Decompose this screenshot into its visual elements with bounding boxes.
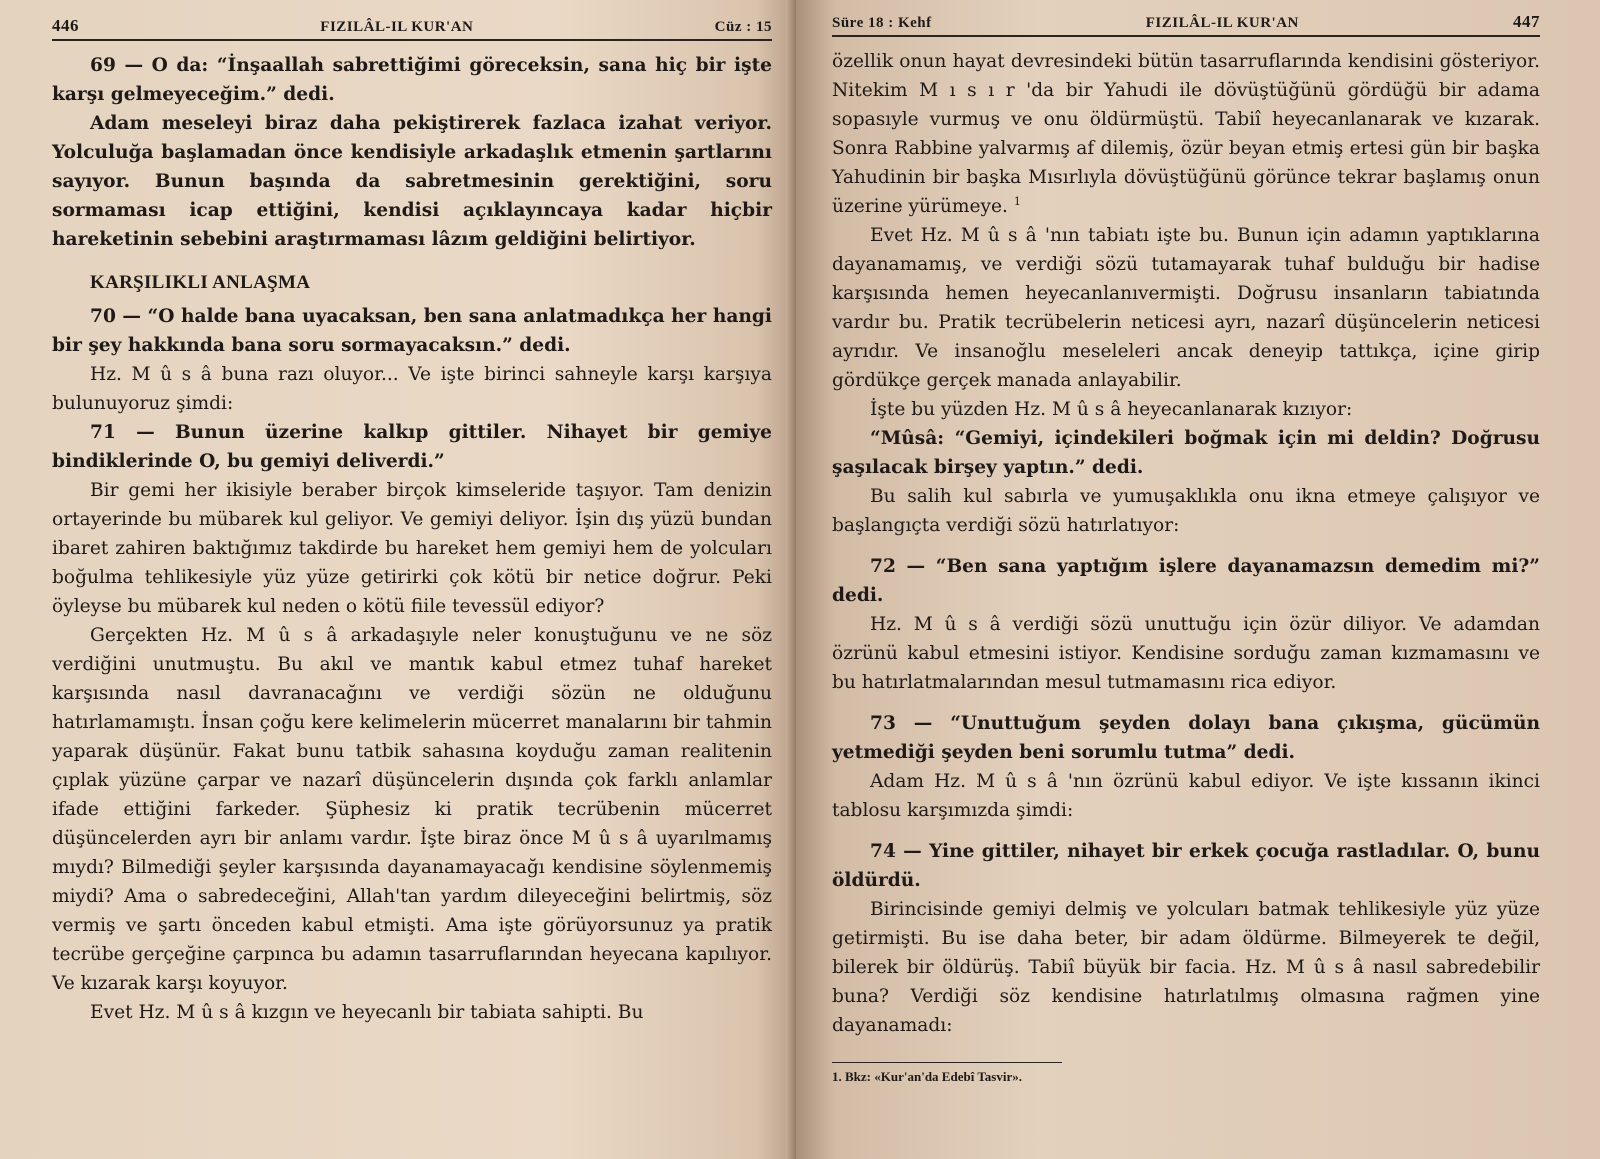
paragraph-angry: İşte bu yüzden Hz. M û s â heyecanlanarak kızıyor: bbox=[870, 399, 1353, 420]
left-book-title: FIZILÂL-IL KUR'AN bbox=[320, 19, 474, 35]
paragraph-patience: Bu salih kul sabırla ve yumuşaklıkla onu ikna etmeye çalışıyor ve başlangıçta verdiği sözü hatırlatıyor: bbox=[832, 486, 1540, 536]
right-page bbox=[796, 0, 1600, 1159]
paragraph-ship: Bir gemi her ikisiyle beraber birçok kimseleride taşıyor. Tam denizin ortayerinde bu mübarek kul geliyor. Ve gemiyi deliyor. İşin dış yüzü bundan ibaret zahiren baktığımız takdirde bu hareket hem gemiyi hem de yolcuları boğulma tehlikesiyle yüz yüze getirirki çok kötü bir netice doğrur. Peki öyleyse bu mübarek kul neden o kötü fiile tevessül ediyor? bbox=[52, 480, 772, 617]
paragraph-continuation bbox=[832, 47, 1540, 221]
section-heading: KARŞILIKLI ANLAŞMA bbox=[90, 272, 311, 293]
paragraph-musa-agrees: Hz. M û s â buna razı oluyor... Ve işte birinci sahneyle karşı karşıya bulunuyoruz şimdi: bbox=[52, 364, 772, 414]
left-page bbox=[0, 0, 796, 1159]
left-part-label: Cüz : 15 bbox=[714, 19, 772, 35]
right-book-title: FIZILÂL-IL KUR'AN bbox=[1145, 15, 1299, 31]
footnote: 1. Bkz: «Kur'an'da Edebî Tasvir». bbox=[832, 1069, 1022, 1084]
verse-71: 71 — Bunun üzerine kalkıp gittiler. Nihayet bir gemiye bindiklerinde O, bu gemiyi deliverdi.” bbox=[52, 422, 772, 472]
paragraph-nature: Evet Hz. M û s â 'nın tabiatı işte bu. Bunun için adamın yaptıklarına dayanamamış, ve verdiği sözü tutamayarak tuhaf bulduğu bir hadise karşısında hemen heyecanlanıvermişti. Doğrusu insanların tabiatında vardır bu. Pratik tecrübelerin neticesi ayrı, nazarî düşüncelerin neticesi ayrıdır. Ve insanoğlu meseleleri ancak deneyip tattıkça, içine girip gördükçe gerçek manada anlayabilir. bbox=[832, 225, 1540, 391]
sura-label: Süre 18 : Kehf bbox=[832, 15, 932, 31]
verse-70: 70 — “O halde bana uyacaksan, ben sana anlatmadıkça her hangi bir şey hakkında bana soru sormayacaksın.” dedi. bbox=[52, 306, 772, 356]
verse-74: 74 — Yine gittiler, nihayet bir erkek çocuğa rastladılar. O, bunu öldürdü. bbox=[832, 841, 1540, 891]
right-page-number: 447 bbox=[1513, 12, 1540, 31]
paragraph-temper: Evet Hz. M û s â kızgın ve heyecanlı bir tabiata sahipti. Bu bbox=[90, 1002, 644, 1023]
verse-72: 72 — “Ben sana yaptığım işlere dayanamazsın demedim mi?” dedi. bbox=[832, 556, 1540, 606]
paragraph-apology: Hz. M û s â verdiği sözü unuttuğu için özür diliyor. Ve adamdan özrünü kabul etmesini istiyor. Kendisine sorduğu zaman kızmamasını ve bu hatırlatmalarından mesul tutmamasını rica ediyor. bbox=[832, 614, 1540, 693]
verse-73: 73 — “Unuttuğum şeyden dolayı bana çıkışma, gücümün yetmediği şeyden beni sorumlu tutma” dedi. bbox=[832, 713, 1540, 763]
left-running-head bbox=[52, 16, 772, 41]
verse-musa-question: “Mûsâ: “Gemiyi, içindekileri boğmak için mi deldin? Doğrusu şaşılacak birşey yaptın.” dedi. bbox=[832, 428, 1540, 478]
footnote-marker: 1 bbox=[1013, 194, 1021, 208]
paragraph-continuation-text: özellik onun hayat devresindeki bütün tasarruflarında kendisini gösteriyor. Nitekim M ı s ı r 'da bir Yahudi ile dövüştüğünü gördüğü bir adama sopasıyle vurmuş ve onu öldürmüştü. Tabiî heyecanlanarak ve kızarak. Sonra Rabbine yalvarmış af dilemiş, özür beyan etmiş ertesi gün bir başka Yahudinin bir başka Mısırlıyla dövüştüğünü görünce tekrar başlamış onun üzerine yürümeye. bbox=[832, 51, 1540, 217]
left-page-number: 446 bbox=[52, 16, 79, 35]
paragraph-second-scene: Birincisinde gemiyi delmiş ve yolcuları batmak tehlikesiyle yüz yüze getirmişti. Bu ise daha beter, bir adam öldürme. Bilmeyerek te değil, bilerek bir öldürüş. Tabiî büyük bir facia. Hz. M û s â nasıl sabredebilir buna? Verdiği söz kendisine hatırlatılmış olmasına rağmen yine dayanamadı: bbox=[832, 899, 1540, 1036]
verse-69: 69 — O da: “İnşaallah sabrettiğimi göreceksin, sana hiç bir işte karşı gelmeyeceğim.” dedi. bbox=[52, 55, 772, 105]
right-running-head bbox=[832, 12, 1540, 37]
paragraph-explanation: Adam meseleyi biraz daha pekiştirerek fazlaca izahat veriyor. Yolculuğa başlamadan önce kendisiyle arkadaşlık etmenin şartlarını sayıyor. Bunun başında da sabretmesinin gerektiğini, soru sormaması icap ettiğini, kendisi açıklayıncaya kadar hiçbir hareketinin sebebini araştırmaması lâzım geldiğini belirtiyor. bbox=[52, 113, 772, 250]
paragraph-forgot: Gerçekten Hz. M û s â arkadaşıyle neler konuştuğunu ve ne söz verdiğini unutmuştu. Bu akıl ve mantık kabul etmez tuhaf hareket karşısında nasıl davranacağını ve verdiği sözün ne olduğunu hatırlamamıştı. İnsan çoğu kere kelimelerin mücerret manalarını bir tahmin yaparak düşünür. Fakat bunu tatbik sahasına koyduğu zaman realitenin çıplak yüzüne çarpar ve nazarî düşüncelerin dışında çok farklı anlamlar ifade ettiğini farkeder. Şüphesiz ki pratik tecrübenin mücerret düşüncelerden ayrı bir anlamı vardır. İşte biraz önce M û s â uyarılmamış mıydı? Bilmediği şeyler karşısında dayanamayacağı kendisine söylenmemiş miydi? Ama o sabredeceğini, Allah'tan yardım dileyeceğini belirtmiş, söz vermiş ve şartı önceden kabul etmişti. Ama işte görüyorsunuz ya pratik tecrübe gerçeğine çarpınca bu adamın tasarruflarından heyecana kapılıyor. Ve kızarak karşı koyuyor. bbox=[52, 625, 772, 994]
paragraph-accepts: Adam Hz. M û s â 'nın özrünü kabul ediyor. Ve işte kıssanın ikinci tablosu karşımızda şimdi: bbox=[832, 771, 1540, 821]
footnote-rule bbox=[832, 1062, 1062, 1063]
